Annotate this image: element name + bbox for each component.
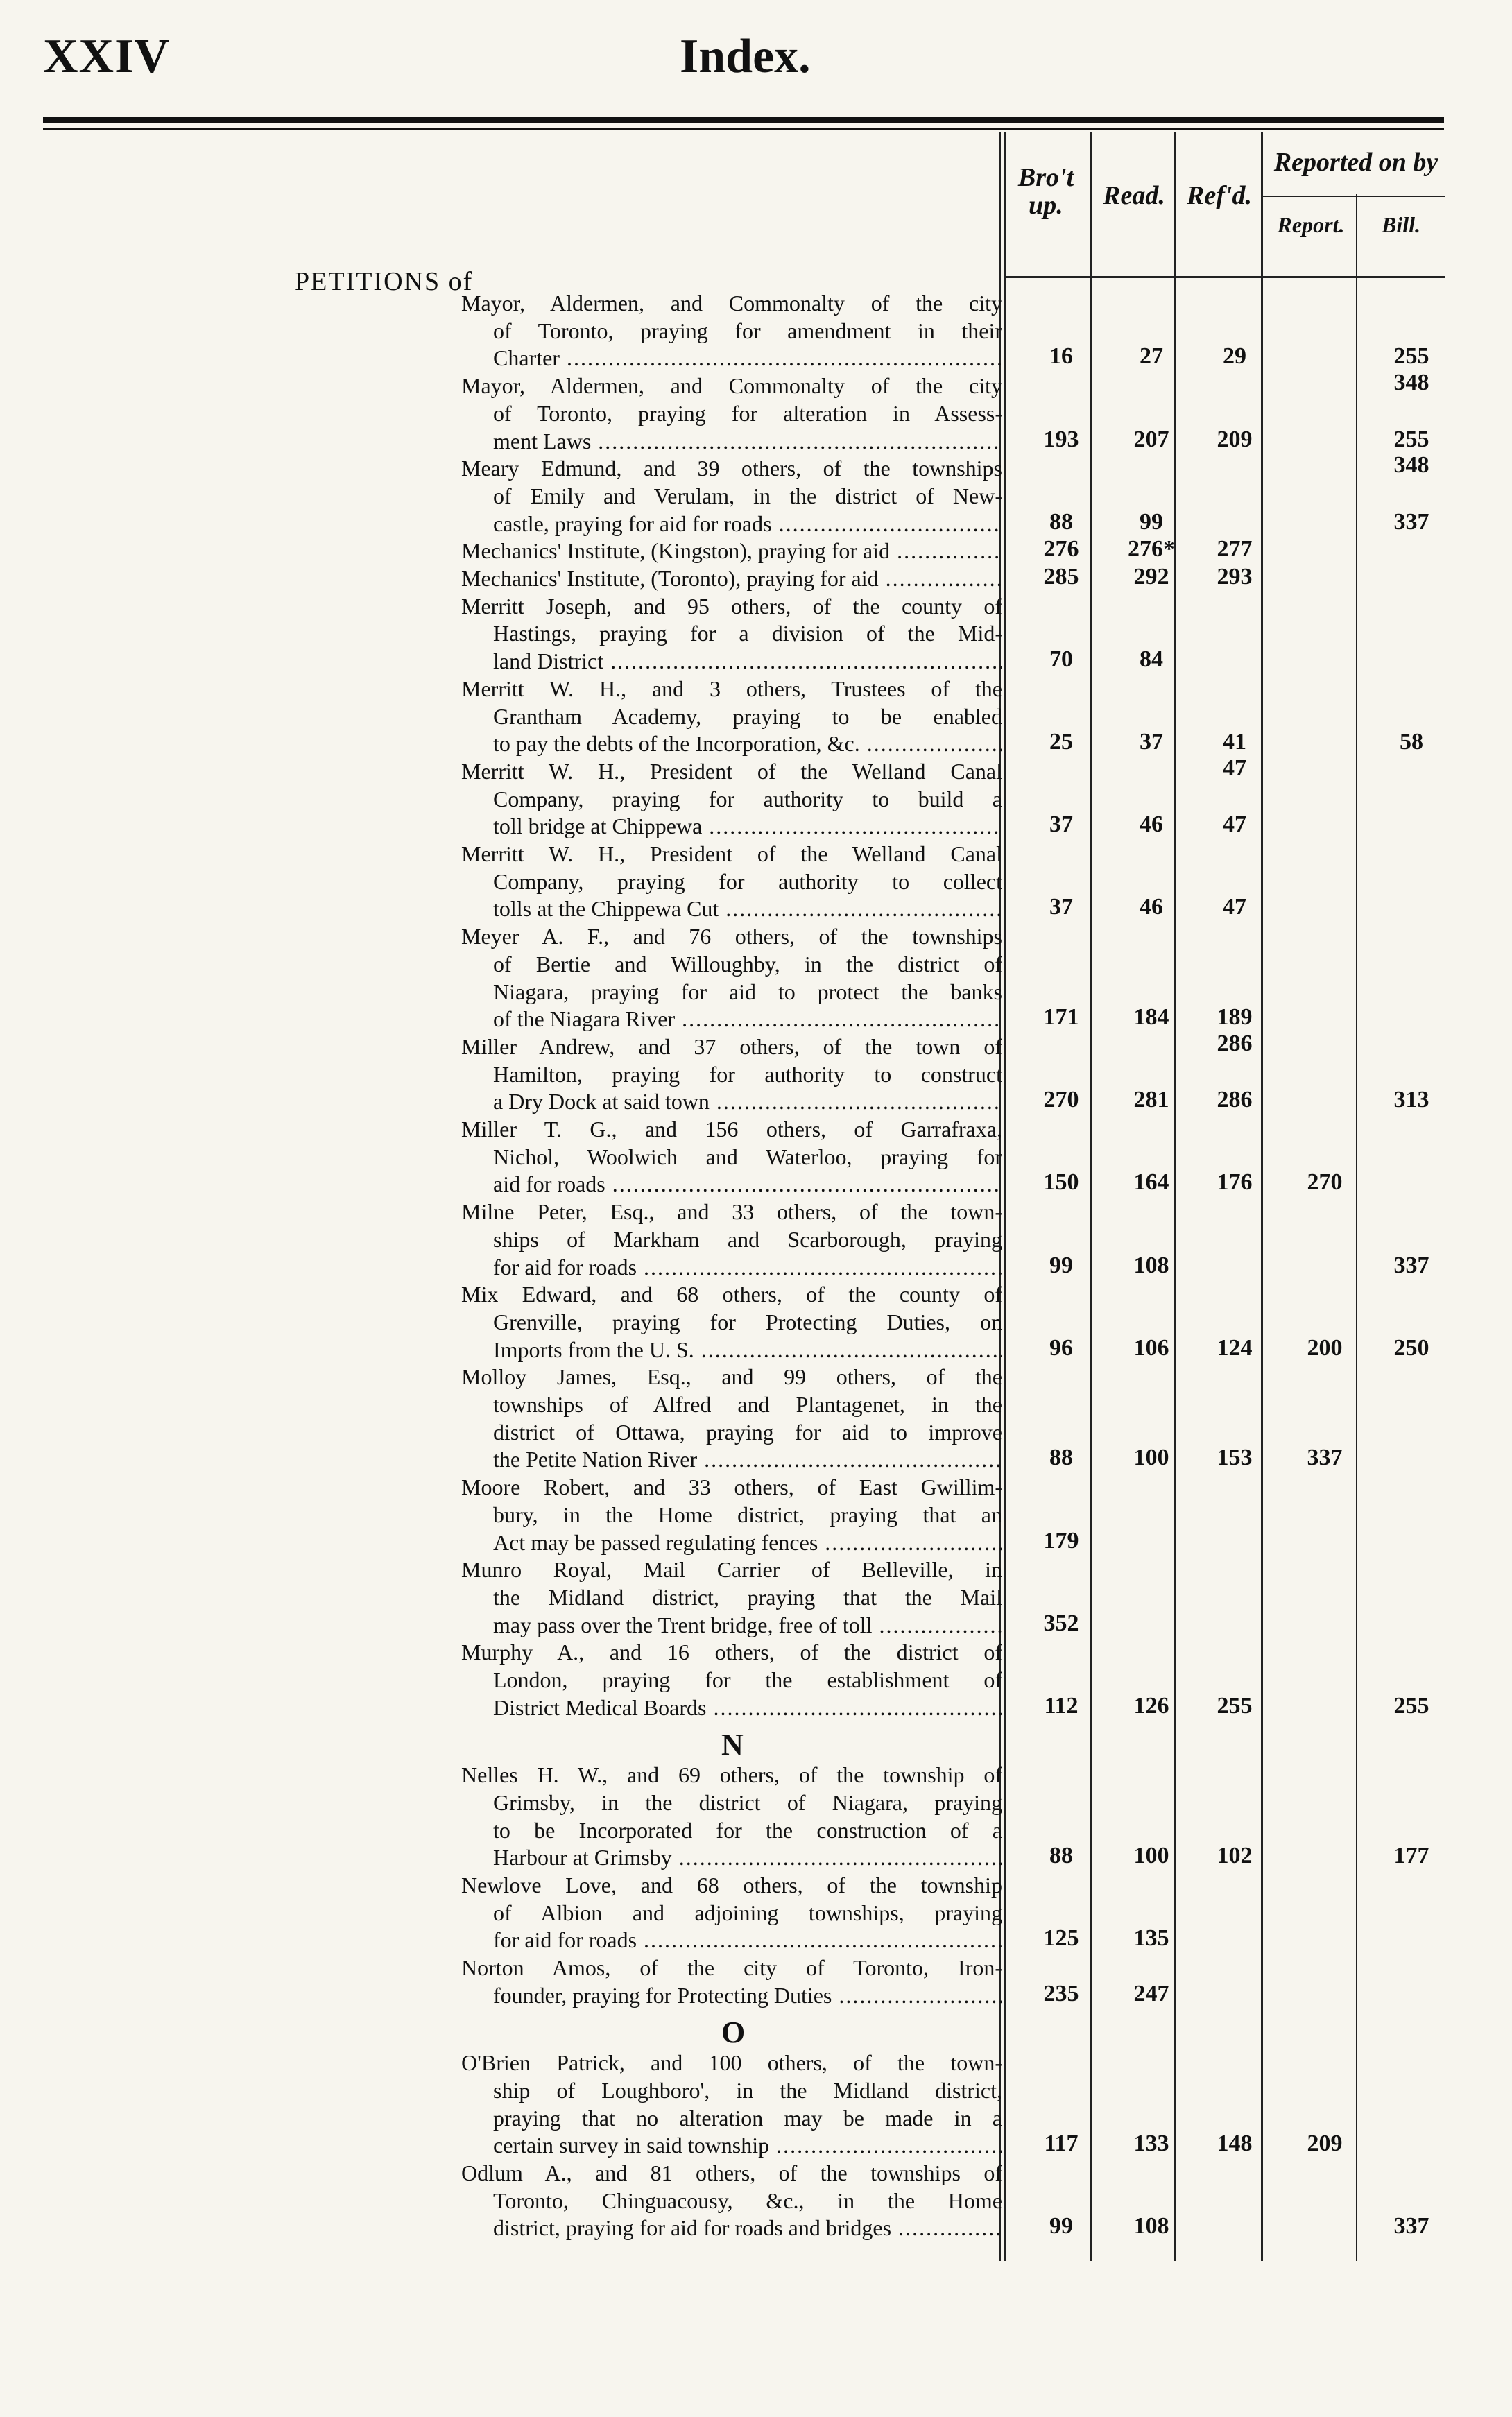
header-rule [43,117,1444,123]
value-refd: 148 [1217,2131,1253,2157]
section-letter: O [721,2015,746,2050]
col-header-reported: Reported on by [1273,148,1438,177]
entry-line: of Bertie and Willoughby, in the district of [493,951,1002,977]
index-entry [461,1033,1002,1116]
value-read: 281 [1133,1087,1169,1113]
value-brot: 193 [1043,426,1079,452]
entry-line: Hastings, praying for a division of the Mid- [493,621,1002,646]
value-brot: 125 [1043,1925,1079,1952]
value-brot: 112 [1044,1692,1079,1719]
column-rule-left-2 [1004,132,1006,2261]
value-bill-second: 348 [1393,452,1429,479]
index-entry [461,537,1002,565]
index-entry [461,1639,1002,1721]
index-entry [461,1556,1002,1639]
section-letter: N [721,1728,744,1762]
index-entry [461,290,1002,372]
value-brot: 99 [1049,2213,1073,2239]
col-header-brot: Bro't up. [1017,163,1074,220]
value-read: 100 [1133,1445,1169,1471]
page-number: XXIV [43,30,170,83]
value-refd: 209 [1217,426,1253,452]
entry-line: district of Ottawa, praying for aid to improve [493,1419,1002,1445]
entry-line: Act may be passed regulating fences ..... [461,1529,1002,1557]
index-entry [461,1872,1002,1954]
col-header-bill: Bill. [1381,212,1420,237]
section-label: PETITIONS of [295,267,474,296]
value-read: 46 [1140,894,1163,920]
value-bill-second: 348 [1393,370,1429,396]
value-brot: 88 [1049,508,1073,535]
value-bill: 255 [1393,343,1429,370]
entry-line: Odlum A., and 81 others, of the townships of [461,2160,1002,2185]
value-bill: 250 [1393,1334,1429,1361]
entry-line: ships of Markham and Scarborough, praying [493,1226,1002,1252]
value-bill: 337 [1393,1252,1429,1278]
value-read: 46 [1140,811,1163,838]
value-refd: 47 [1223,894,1246,920]
entry-line: Merritt W. H., and 3 others, Trustees of the [461,676,1002,701]
entry-line: to pay the debts of the Incorporation, &c. ..... [461,730,1002,758]
value-refd: 277 [1217,536,1253,562]
index-entry [461,1474,1002,1556]
index-entry [461,1116,1002,1198]
value-brot: 276 [1043,536,1079,562]
entry-line: for aid for roads ..... [461,1927,1002,1954]
value-bill: 255 [1393,426,1429,452]
entry-line: Grantham Academy, praying to be enabled [493,703,1002,729]
entry-line: Imports from the U. S. ..... [461,1336,1002,1364]
value-read: 37 [1140,729,1163,755]
entry-line: District Medical Boards ..... [461,1694,1002,1722]
value-read: 84 [1140,646,1163,673]
value-refd: 41 [1223,729,1246,755]
entry-line: the Petite Nation River ..... [461,1446,1002,1474]
value-read: 99 [1140,508,1163,535]
entry-line: of Emily and Verulam, in the district of New- [493,483,1002,508]
index-entry [461,1364,1002,1474]
entry-line: praying that no alteration may be made in a [493,2105,1002,2131]
entry-line: Toronto, Chinguacousy, &c., in the Home [493,2187,1002,2213]
entry-line: Miller T. G., and 156 others, of Garrafraxa, [461,1117,1002,1142]
value-refd: 255 [1217,1692,1253,1719]
entry-line: of the Niagara River ..... [461,1006,1002,1033]
entry-line: Hamilton, praying for authority to construct [493,1061,1002,1087]
entry-line: aid for roads ..... [461,1171,1002,1198]
value-refd: 176 [1217,1169,1253,1196]
index-entry [461,565,1002,593]
entry-line: of Albion and adjoining townships, praying [493,1900,1002,1925]
value-brot: 171 [1043,1004,1079,1031]
value-read: 164 [1133,1169,1169,1196]
col-header-refd: Ref'd. [1187,181,1252,210]
entry-line: Miller Andrew, and 37 others, of the town of [461,1033,1002,1059]
column-header-rule [1004,276,1445,278]
value-brot: 179 [1043,1527,1079,1554]
value-refd: 153 [1217,1445,1253,1471]
value-read: 184 [1133,1004,1169,1031]
reported-subheader-rule [1261,196,1445,197]
value-refd: 47 [1223,811,1246,838]
entry-line: Harbour at Grimsby ..... [461,1844,1002,1872]
index-entry [461,758,1002,841]
entry-line: Milne Peter, Esq., and 33 others, of the town- [461,1199,1002,1225]
value-read: 126 [1133,1692,1169,1719]
index-entry [461,593,1002,676]
value-report: 209 [1307,2131,1343,2157]
entry-line: Merritt W. H., President of the Welland Canal [461,758,1002,784]
value-brot: 117 [1044,2131,1079,2157]
value-refd-second: 47 [1223,755,1246,781]
value-read: 276* [1128,536,1175,562]
index-entry [461,923,1002,1033]
value-report: 270 [1307,1169,1343,1196]
index-entry [461,1198,1002,1281]
entry-line: certain survey in said township ..... [461,2132,1002,2160]
entry-line: Meary Edmund, and 39 others, of the townships [461,456,1002,481]
entry-line: castle, praying for aid for roads ..... [461,510,1002,538]
value-bill: 58 [1400,729,1423,755]
value-read: 207 [1133,426,1169,452]
value-refd: 286 [1217,1087,1253,1113]
index-entry [461,1281,1002,1364]
value-brot: 88 [1049,1843,1073,1869]
value-bill: 337 [1393,2213,1429,2239]
entry-line: founder, praying for Protecting Duties ..... [461,1982,1002,2010]
value-report: 200 [1307,1334,1343,1361]
index-entry [461,2160,1002,2242]
entry-line: Mechanics' Institute, (Kingston), praying for aid ..... [461,537,1002,565]
value-brot: 270 [1043,1087,1079,1113]
entry-line: Mayor, Aldermen, and Commonalty of the city [461,291,1002,316]
entry-line: Newlove Love, and 68 others, of the township [461,1872,1002,1898]
entry-line: Nichol, Woolwich and Waterloo, praying for [493,1144,1002,1169]
value-read: 108 [1133,2213,1169,2239]
entry-line: Mix Edward, and 68 others, of the county of [461,1282,1002,1307]
entry-line: to be Incorporated for the construction of a [493,1817,1002,1843]
entry-line: ment Laws ..... [461,428,1002,456]
value-read: 133 [1133,2131,1169,2157]
value-refd: 189 [1217,1004,1253,1031]
entry-line: Niagara, praying for aid to protect the banks [493,979,1002,1004]
value-brot: 88 [1049,1445,1073,1471]
value-read: 100 [1133,1843,1169,1869]
entry-line: Grenville, praying for Protecting Duties, on [493,1309,1002,1334]
entry-line: O'Brien Patrick, and 100 others, of the town- [461,2050,1002,2076]
entry-line: of Toronto, praying for amendment in their [493,318,1002,343]
value-brot: 25 [1049,729,1073,755]
entry-line: Company, praying for authority to build a [493,786,1002,811]
index-entry [461,1762,1002,1872]
entry-line: Mechanics' Institute, (Toronto), praying for aid ..... [461,565,1002,593]
value-refd: 293 [1217,564,1253,590]
value-refd: 102 [1217,1843,1253,1869]
entry-line: a Dry Dock at said town ..... [461,1088,1002,1116]
index-entry [461,1954,1002,2009]
entry-line: tolls at the Chippewa Cut ..... [461,895,1002,923]
entry-line: land District ..... [461,648,1002,676]
index-entry [461,676,1002,758]
index-entry [461,2049,1002,2160]
value-report: 337 [1307,1445,1343,1471]
index-entry [461,841,1002,923]
value-bill: 337 [1393,508,1429,535]
value-read: 106 [1133,1334,1169,1361]
header-rule-thin [43,128,1444,130]
entry-line: Molloy James, Esq., and 99 others, of the [461,1364,1002,1390]
index-entry [461,455,1002,537]
entry-line: Merritt Joseph, and 95 others, of the county of [461,593,1002,619]
entry-line: of Toronto, praying for alteration in Assess- [493,400,1002,426]
entry-line: Murphy A., and 16 others, of the district of [461,1640,1002,1665]
column-rule-report [1356,194,1357,2261]
value-bill: 313 [1393,1087,1429,1113]
index-entry [461,372,1002,455]
value-read: 292 [1133,564,1169,590]
value-read: 108 [1133,1252,1169,1278]
value-brot: 37 [1049,894,1073,920]
col-header-report: Report. [1277,212,1345,237]
value-brot: 99 [1049,1252,1073,1278]
entry-line: Norton Amos, of the city of Toronto, Iron- [461,1955,1002,1980]
value-refd: 124 [1217,1334,1253,1361]
entry-line: the Midland district, praying that the Mail [493,1584,1002,1610]
value-read: 247 [1133,1980,1169,2006]
value-read: 135 [1133,1925,1169,1952]
entry-line: Nelles H. W., and 69 others, of the township of [461,1762,1002,1788]
value-bill: 255 [1393,1692,1429,1719]
value-refd-second: 286 [1217,1030,1253,1056]
entry-line: Grimsby, in the district of Niagara, praying [493,1789,1002,1815]
value-refd: 29 [1223,343,1246,370]
value-brot: 150 [1043,1169,1079,1196]
entry-line: Charter ..... [461,345,1002,372]
value-read: 27 [1140,343,1163,370]
value-brot: 70 [1049,646,1073,673]
value-brot: 235 [1043,1980,1079,2006]
entry-line: Moore Robert, and 33 others, of East Gwillim- [461,1474,1002,1500]
entry-line: townships of Alfred and Plantagenet, in the [493,1392,1002,1417]
value-bill: 177 [1393,1843,1429,1869]
value-brot: 96 [1049,1334,1073,1361]
entry-line: bury, in the Home district, praying that an [493,1502,1002,1527]
entry-line: for aid for roads ..... [461,1254,1002,1282]
entry-line: London, praying for the establishment of [493,1667,1002,1692]
entry-line: Mayor, Aldermen, and Commonalty of the city [461,373,1002,399]
entry-line: district, praying for aid for roads and bridges ..... [461,2214,1002,2242]
entry-line: Merritt W. H., President of the Welland Canal [461,841,1002,866]
entry-line: Company, praying for authority to collect [493,868,1002,894]
page-title: Index. [680,30,811,83]
value-brot: 37 [1049,811,1073,838]
entry-line: may pass over the Trent bridge, free of toll ..... [461,1612,1002,1640]
entry-line: ship of Loughboro', in the Midland district, [493,2077,1002,2103]
entry-line: Munro Royal, Mail Carrier of Belleville, in [461,1557,1002,1583]
entry-line: Meyer A. F., and 76 others, of the townships [461,924,1002,949]
value-brot: 352 [1043,1610,1079,1636]
value-brot: 16 [1049,343,1073,370]
entry-line: toll bridge at Chippewa ..... [461,813,1002,841]
col-header-read: Read. [1103,181,1165,210]
value-brot: 285 [1043,564,1079,590]
